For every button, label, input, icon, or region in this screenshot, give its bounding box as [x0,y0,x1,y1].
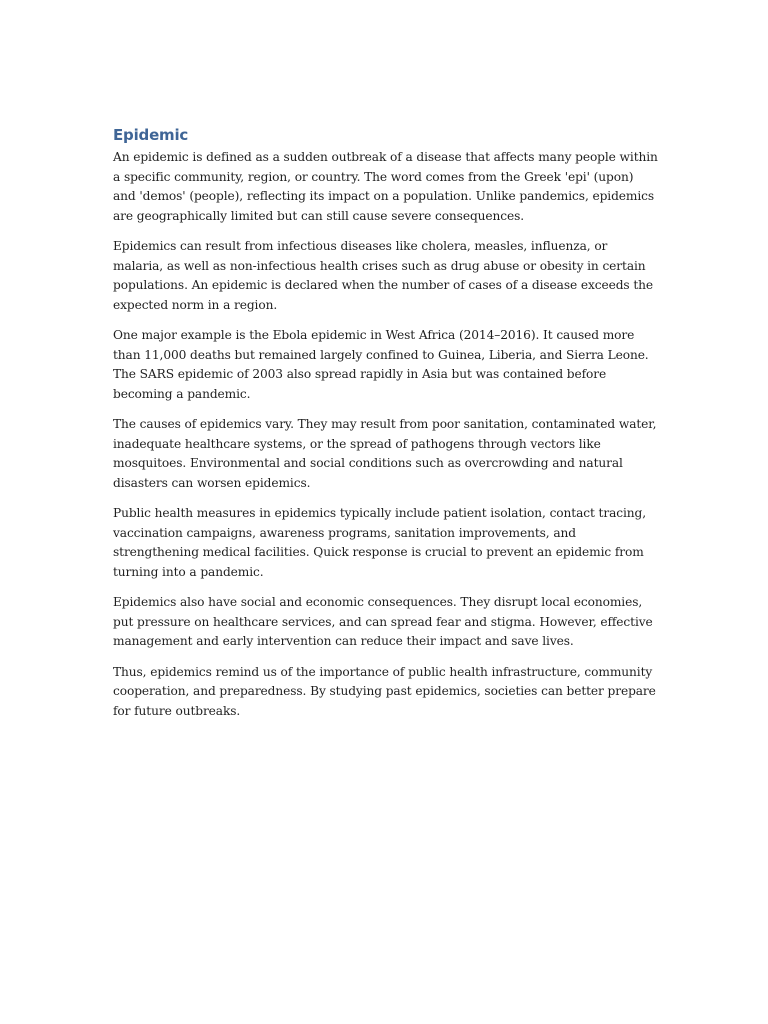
paragraph-conclusion: Thus, epidemics remind us of the importance of public health infrastructure, community cooperation, and preparedness. By studying past epidemics, societies can better prepare for future outbreaks. [113,664,656,718]
paragraph-definition: An epidemic is defined as a sudden outbreak of a disease that affects many people within a specific community, region, or country. The word comes from the Greek 'epi' (upon) and 'demos' (people), reflecting its impact on a population. Unlike pandemics, epidemics are geographically limited but can still cause severe consequences. [113,150,658,223]
paragraph-examples: One major example is the Ebola epidemic in West Africa (2014–2016). It caused more than 11,000 deaths but remained largely confined to Guinea, Liberia, and Sierra Leone. The SARS epidemic of 2003 also spread rapidly in Asia but was contained before becoming a pandemic. [113,328,649,401]
document-title: Epidemic [113,126,189,144]
paragraph-consequences: Epidemics also have social and economic consequences. They disrupt local economies, put pressure on healthcare services, and can spread fear and stigma. However, effective management and early intervention can reduce their impact and save lives. [113,595,653,648]
paragraph-public-health: Public health measures in epidemics typically include patient isolation, contact tracing, vaccination campaigns, awareness programs, sanitation improvements, and strengthening medical facilities. Quick response is crucial to prevent an epidemic from turning into a pandemic. [113,506,646,579]
paragraph-causes: The causes of epidemics vary. They may result from poor sanitation, contaminated water, inadequate healthcare systems, or the spread of pathogens through vectors like mosquitoes. Environmental and social conditions such as overcrowding and natural disasters can worsen epidemics. [113,417,657,490]
document-body [113,124,658,732]
paragraph-causes-types: Epidemics can result from infectious diseases like cholera, measles, influenza, or malaria, as well as non-infectious health crises such as drug abuse or obesity in certain populations. An epidemic is declared when the number of cases of a disease exceeds the expected norm in a region. [113,239,653,312]
